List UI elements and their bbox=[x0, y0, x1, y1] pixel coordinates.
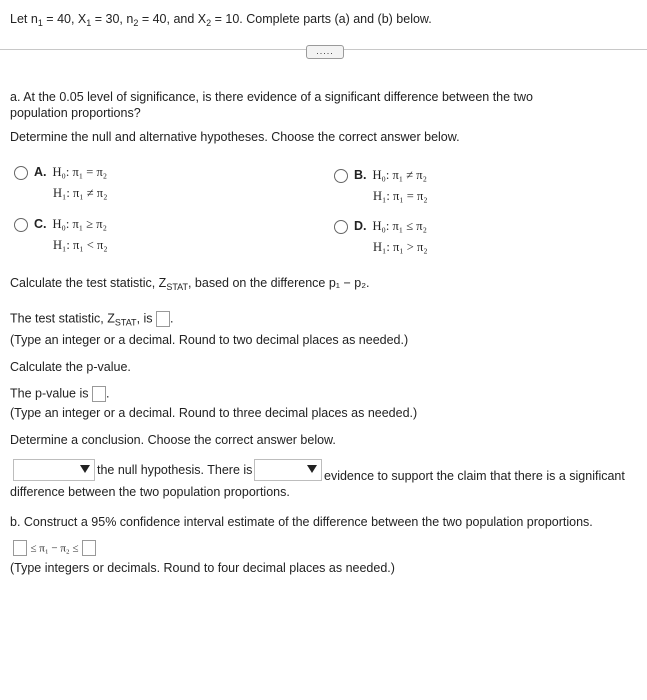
p-period: . bbox=[106, 386, 110, 401]
option-d[interactable] bbox=[334, 219, 427, 234]
conclusion-mid: the null hypothesis. There is bbox=[97, 463, 253, 477]
calc-stat-instruction bbox=[10, 276, 370, 292]
chevron-down-icon bbox=[307, 460, 321, 480]
radio-d[interactable] bbox=[334, 220, 348, 234]
option-a[interactable] bbox=[14, 165, 107, 180]
option-d-h1: H₁: π₁ > π₂ bbox=[373, 240, 428, 254]
option-c-h1: H₁: π₁ < π₂ bbox=[53, 238, 108, 252]
text-x1: = 40, X bbox=[42, 12, 87, 26]
stat-line-pre: The test statistic, Z bbox=[10, 311, 115, 326]
calc-stat-pre: Calculate the test statistic, Z bbox=[10, 276, 167, 290]
sub-x2: 2 bbox=[206, 18, 212, 28]
stat-line bbox=[10, 311, 174, 327]
part-b-hint: (Type integers or decimals. Round to four decimal places as needed.) bbox=[10, 561, 395, 575]
text-n2: = 30, n bbox=[91, 12, 134, 26]
option-a-label: A. bbox=[34, 165, 47, 179]
option-b[interactable] bbox=[334, 168, 427, 183]
option-b-h1: H₁: π₁ = π₂ bbox=[373, 189, 428, 203]
part-a-line1: a. At the 0.05 level of significance, is there evidence of a significant difference between the two bbox=[10, 90, 534, 104]
conclusion-line2: difference between the two population proportions. bbox=[10, 485, 290, 499]
sub-x1: 1 bbox=[86, 18, 92, 28]
stat-line-post: , is bbox=[136, 311, 153, 326]
p-line bbox=[10, 386, 109, 402]
text-x2: = 40, and X bbox=[138, 12, 207, 26]
radio-c[interactable] bbox=[14, 218, 28, 232]
chevron-down-icon bbox=[80, 460, 94, 480]
hypothesis-instruction: Determine the null and alternative hypotheses. Choose the correct answer below. bbox=[10, 130, 460, 144]
part-b-question: b. Construct a 95% confidence interval estimate of the difference between the two population proportions. bbox=[10, 515, 593, 529]
ci-interval bbox=[13, 540, 96, 556]
part-a-line2: population proportions? bbox=[10, 106, 141, 120]
conclusion-end: evidence to support the claim that there is a significant bbox=[324, 469, 625, 483]
p-line-text: The p-value is bbox=[10, 386, 89, 401]
calc-p-instruction: Calculate the p-value. bbox=[10, 360, 131, 374]
option-c-label: C. bbox=[34, 217, 47, 231]
stat-hint: (Type an integer or a decimal. Round to two decimal places as needed.) bbox=[10, 333, 409, 347]
p-hint: (Type an integer or a decimal. Round to three decimal places as needed.) bbox=[10, 406, 418, 420]
sub-n2: 2 bbox=[133, 18, 139, 28]
ci-upper-input[interactable] bbox=[82, 540, 96, 556]
option-c-h0: H₀: π₁ ≥ π₂ bbox=[52, 217, 107, 231]
ci-lower-input[interactable] bbox=[13, 540, 27, 556]
stat-period: . bbox=[170, 311, 174, 326]
stat-line-sub: STAT bbox=[114, 317, 137, 328]
option-b-label: B. bbox=[354, 168, 367, 182]
option-d-label: D. bbox=[354, 219, 367, 233]
option-a-h1: H₁: π₁ ≠ π₂ bbox=[53, 186, 108, 200]
more-button[interactable]: ..... bbox=[306, 45, 344, 59]
ci-interval-text: ≤ π₁ − π₂ ≤ bbox=[30, 542, 79, 555]
radio-b[interactable] bbox=[334, 169, 348, 183]
evidence-dropdown[interactable] bbox=[254, 459, 322, 481]
reject-dropdown[interactable] bbox=[13, 459, 95, 481]
option-a-h0: H₀: π₁ = π₂ bbox=[52, 165, 108, 179]
text-end: = 10. Complete parts (a) and (b) below. bbox=[211, 12, 432, 26]
part-a-question bbox=[10, 89, 533, 121]
option-b-h0: H₀: π₁ ≠ π₂ bbox=[372, 168, 427, 182]
calc-stat-sub: STAT bbox=[166, 282, 188, 292]
option-d-h0: H₀: π₁ ≤ π₂ bbox=[372, 219, 427, 233]
conclusion-instruction: Determine a conclusion. Choose the correct answer below. bbox=[10, 433, 336, 447]
calc-stat-post: , based on the difference p₁ − p₂. bbox=[187, 276, 370, 290]
stat-input[interactable] bbox=[156, 311, 170, 327]
sub-n1: 1 bbox=[37, 18, 43, 28]
option-c[interactable] bbox=[14, 217, 107, 232]
p-value-input[interactable] bbox=[92, 386, 106, 402]
radio-a[interactable] bbox=[14, 166, 28, 180]
problem-statement bbox=[10, 12, 432, 28]
text-n: Let n bbox=[10, 12, 38, 26]
